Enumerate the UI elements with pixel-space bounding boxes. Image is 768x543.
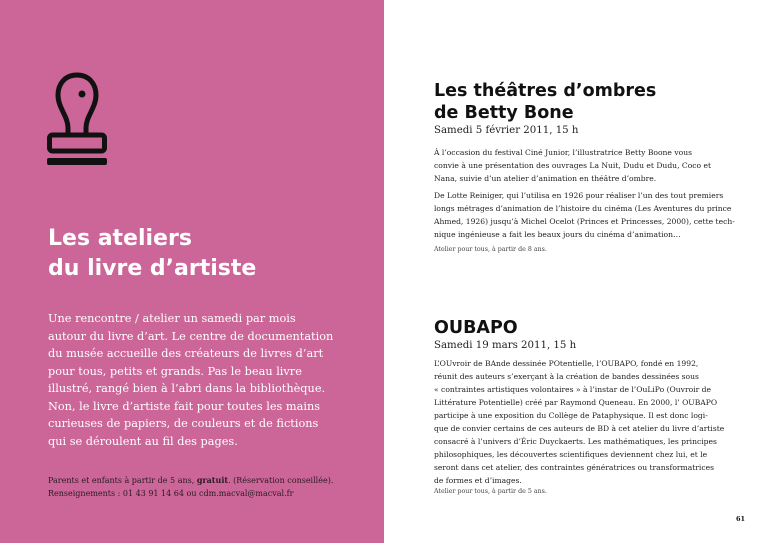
text-line: consacré à l’univers d’Éric Duyckaerts. Les mathématiques, les principes	[434, 437, 717, 446]
text-line: participe à une exposition du Collège de Pataphysique. Il est donc logi-	[434, 411, 708, 420]
intro-line: Non, le livre d’artiste fait pour toutes les mains	[48, 399, 321, 413]
text-line: convie à une présentation des ouvrages La Nuit, Dudu et Dudu, Coco et	[434, 161, 712, 170]
page-number: 61	[736, 515, 746, 523]
event-title	[434, 317, 518, 339]
event-audience-note: Atelier pour tous, à partir de 8 ans.	[434, 246, 547, 253]
event-title-line: OUBAPO	[434, 318, 518, 338]
practical-info	[48, 474, 333, 500]
intro-line: qui se déroulent au fil des pages.	[48, 434, 238, 448]
event-date: Samedi 5 février 2011, 15 h	[434, 125, 579, 136]
text-line: L’OUvroir de BAnde dessinée POtentielle, l’OUBAPO, fondé en 1992,	[434, 359, 699, 368]
intro-paragraph	[48, 310, 348, 450]
intro-line: Une rencontre / atelier un samedi par mois	[48, 312, 296, 325]
contact-line: Renseignements : 01 43 91 14 64 ou cdm.macval@macval.fr	[48, 489, 294, 498]
intro-line: illustré, rangé bien à l’abri dans la bibliothèque.	[48, 382, 326, 395]
event-title-line: Les théâtres d’ombres	[434, 81, 657, 101]
text-line: nique ingénieuse a fait les beaux jours du cinéma d’animation…	[434, 230, 681, 239]
event-description	[434, 146, 730, 185]
section-title-line: Les ateliers	[48, 226, 192, 251]
text-line: que de convier certains de ces auteurs de BD à cet atelier du livre d’artiste	[434, 424, 725, 433]
text-line: De Lotte Reiniger, qui l’utilisa en 1926 pour réaliser l’un des tout premiers	[434, 191, 724, 200]
text-line: de formes et d’images.	[434, 476, 522, 485]
stamp-icon	[46, 70, 108, 172]
intro-line: autour du livre d’art. Le centre de documentation	[48, 329, 334, 343]
event-description	[434, 189, 735, 241]
section-title	[48, 224, 256, 284]
text-line: philosophiques, les découvertes scientifiques deviennent chez lui, et le	[434, 450, 708, 459]
free-label: gratuit	[196, 475, 229, 485]
event-title	[434, 80, 656, 124]
text-line: longs métrages d’animation de l’histoire du cinéma (Les Aventures du prince	[434, 204, 732, 213]
intro-line: curieuses de papiers, de couleurs et de fictions	[48, 417, 319, 430]
section-title-line: du livre d’artiste	[48, 256, 257, 281]
event-description	[434, 357, 730, 487]
event-audience-note: Atelier pour tous, à partir de 5 ans.	[434, 488, 547, 495]
text-line: Littérature Potentielle) créé par Raymond Queneau. En 2000, l’ OUBAPO	[434, 398, 718, 407]
text-line: À l’occasion du festival Ciné Junior, l’illustratrice Betty Boone vous	[434, 148, 692, 157]
event-date: Samedi 19 mars 2011, 15 h	[434, 340, 577, 351]
text-line: Ahmed, 1926) jusqu’à Michel Ocelot (Princes et Princesses, 2000), cette tech-	[434, 217, 735, 226]
text-line: réunit des auteurs s’exerçant à la création de bandes dessinées sous	[434, 372, 699, 381]
intro-line: pour tous, petits et grands. Pas le beau livre	[48, 364, 302, 378]
intro-line: du musée accueille des créateurs de livres d’art	[48, 347, 324, 360]
audience-line: Parents et enfants à partir de 5 ans, gratuit. (Réservation conseillée).	[48, 475, 334, 485]
text-line: Nana, suivie d’un atelier d’animation en théâtre d’ombre.	[434, 174, 657, 183]
event-title-line: de Betty Bone	[434, 103, 574, 123]
text-line: seront dans cet atelier, des contraintes génératrices ou transformatrices	[434, 463, 714, 472]
text-line: « contraintes artistiques volontaires » à l’instar de l’OuLiPo (Ouvroir de	[434, 385, 711, 394]
